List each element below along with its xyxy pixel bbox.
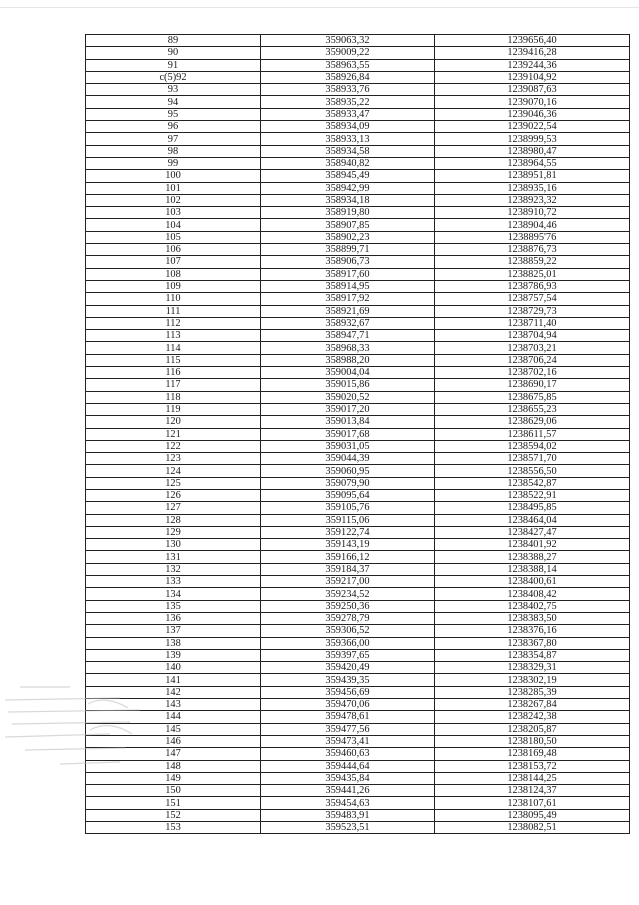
y-coordinate-cell: 1238951,81: [435, 170, 630, 182]
y-coordinate-cell: 1238388,14: [435, 563, 630, 575]
table-row: [86, 453, 630, 465]
table-row: [86, 305, 630, 317]
y-coordinate-cell: 1238124,37: [435, 785, 630, 797]
y-coordinate-cell: 1239656,40: [435, 35, 630, 47]
table-row: [86, 649, 630, 661]
y-coordinate-cell: 1238706,24: [435, 354, 630, 366]
table-row: [86, 354, 630, 366]
table-row: [86, 477, 630, 489]
y-coordinate-cell: 1238522,91: [435, 489, 630, 501]
x-coordinate-cell: 359143,19: [261, 539, 435, 551]
table-row: [86, 342, 630, 354]
point-number-cell: 130: [86, 539, 261, 551]
y-coordinate-cell: 1238594,02: [435, 440, 630, 452]
table-row: [86, 231, 630, 243]
point-number-cell: 139: [86, 649, 261, 661]
point-number-cell: 120: [86, 416, 261, 428]
point-number-cell: 122: [86, 440, 261, 452]
y-coordinate-cell: 1238629,06: [435, 416, 630, 428]
table-row: [86, 293, 630, 305]
table-row: [86, 317, 630, 329]
table-row: [86, 723, 630, 735]
table-row: [86, 391, 630, 403]
y-coordinate-cell: 1238144,25: [435, 772, 630, 784]
point-number-cell: 107: [86, 256, 261, 268]
point-number-cell: 108: [86, 268, 261, 280]
table-row: [86, 35, 630, 47]
y-coordinate-cell: 1238388,27: [435, 551, 630, 563]
x-coordinate-cell: 359456,69: [261, 686, 435, 698]
x-coordinate-cell: 359250,36: [261, 600, 435, 612]
y-coordinate-cell: 1238401,92: [435, 539, 630, 551]
y-coordinate-cell: 1238082,51: [435, 822, 630, 834]
point-number-cell: 131: [86, 551, 261, 563]
table-row: [86, 330, 630, 342]
table-row: [86, 416, 630, 428]
table-row: [86, 514, 630, 526]
x-coordinate-cell: 359441,26: [261, 785, 435, 797]
y-coordinate-cell: 1238329,31: [435, 662, 630, 674]
point-number-cell: 147: [86, 748, 261, 760]
point-number-cell: 153: [86, 822, 261, 834]
page-top-edge: [0, 7, 639, 8]
point-number-cell: 104: [86, 219, 261, 231]
table-row: [86, 47, 630, 59]
point-number-cell: 118: [86, 391, 261, 403]
point-number-cell: 138: [86, 637, 261, 649]
table-row: [86, 428, 630, 440]
y-coordinate-cell: 1238655,23: [435, 403, 630, 415]
point-number-cell: 140: [86, 662, 261, 674]
x-coordinate-cell: 358934,18: [261, 194, 435, 206]
x-coordinate-cell: 358932,67: [261, 317, 435, 329]
x-coordinate-cell: 358902,23: [261, 231, 435, 243]
y-coordinate-cell: 1238703,21: [435, 342, 630, 354]
point-number-cell: 112: [86, 317, 261, 329]
y-coordinate-cell: 1239087,63: [435, 84, 630, 96]
x-coordinate-cell: 359031,05: [261, 440, 435, 452]
y-coordinate-cell: 1238611,57: [435, 428, 630, 440]
y-coordinate-cell: 1238702,16: [435, 367, 630, 379]
y-coordinate-cell: 1238711,40: [435, 317, 630, 329]
y-coordinate-cell: 1238285,39: [435, 686, 630, 698]
x-coordinate-cell: 359020,52: [261, 391, 435, 403]
x-coordinate-cell: 359044,39: [261, 453, 435, 465]
point-number-cell: 133: [86, 576, 261, 588]
y-coordinate-cell: 1239104,92: [435, 71, 630, 83]
table-row: [86, 809, 630, 821]
table-row: [86, 662, 630, 674]
x-coordinate-cell: 359454,63: [261, 797, 435, 809]
point-number-cell: 95: [86, 108, 261, 120]
y-coordinate-cell: 1238904,46: [435, 219, 630, 231]
table-row: [86, 121, 630, 133]
x-coordinate-cell: 359483,91: [261, 809, 435, 821]
table-row: [86, 625, 630, 637]
point-number-cell: 126: [86, 489, 261, 501]
point-number-cell: 97: [86, 133, 261, 145]
y-coordinate-cell: 1238895'76: [435, 231, 630, 243]
y-coordinate-cell: 1238153,72: [435, 760, 630, 772]
table-row: [86, 96, 630, 108]
table-row: [86, 268, 630, 280]
x-coordinate-cell: 359063,32: [261, 35, 435, 47]
x-coordinate-cell: 359217,00: [261, 576, 435, 588]
point-number-cell: 124: [86, 465, 261, 477]
x-coordinate-cell: 358934,09: [261, 121, 435, 133]
table-row: [86, 748, 630, 760]
x-coordinate-cell: 359460,63: [261, 748, 435, 760]
y-coordinate-cell: 1238302,19: [435, 674, 630, 686]
x-coordinate-cell: 359397,65: [261, 649, 435, 661]
x-coordinate-cell: 358914,95: [261, 280, 435, 292]
table-row: [86, 403, 630, 415]
y-coordinate-cell: 1238704,94: [435, 330, 630, 342]
point-number-cell: 150: [86, 785, 261, 797]
x-coordinate-cell: 359017,68: [261, 428, 435, 440]
x-coordinate-cell: 358968,33: [261, 342, 435, 354]
point-number-cell: 149: [86, 772, 261, 784]
table-row: [86, 699, 630, 711]
table-row: [86, 244, 630, 256]
x-coordinate-cell: 358899,71: [261, 244, 435, 256]
y-coordinate-cell: 1239046,36: [435, 108, 630, 120]
x-coordinate-cell: 358963,55: [261, 59, 435, 71]
point-number-cell: с(5)92: [86, 71, 261, 83]
y-coordinate-cell: 1238383,50: [435, 612, 630, 624]
x-coordinate-cell: 359523,51: [261, 822, 435, 834]
x-coordinate-cell: 358906,73: [261, 256, 435, 268]
point-number-cell: 128: [86, 514, 261, 526]
table-row: [86, 686, 630, 698]
point-number-cell: 115: [86, 354, 261, 366]
y-coordinate-cell: 1238267,84: [435, 699, 630, 711]
x-coordinate-cell: 358988,20: [261, 354, 435, 366]
y-coordinate-cell: 1238107,61: [435, 797, 630, 809]
table-row: [86, 157, 630, 169]
point-number-cell: 116: [86, 367, 261, 379]
table-row: [86, 440, 630, 452]
point-number-cell: 100: [86, 170, 261, 182]
table-row: [86, 785, 630, 797]
y-coordinate-cell: 1238205,87: [435, 723, 630, 735]
y-coordinate-cell: 1238556,50: [435, 465, 630, 477]
point-number-cell: 136: [86, 612, 261, 624]
table-row: [86, 207, 630, 219]
y-coordinate-cell: 1238427,47: [435, 526, 630, 538]
point-number-cell: 99: [86, 157, 261, 169]
point-number-cell: 103: [86, 207, 261, 219]
point-number-cell: 132: [86, 563, 261, 575]
y-coordinate-cell: 1238542,87: [435, 477, 630, 489]
y-coordinate-cell: 1238786,93: [435, 280, 630, 292]
x-coordinate-cell: 359004,04: [261, 367, 435, 379]
y-coordinate-cell: 1238400,61: [435, 576, 630, 588]
point-number-cell: 127: [86, 502, 261, 514]
table-row: [86, 170, 630, 182]
y-coordinate-cell: 1239022,54: [435, 121, 630, 133]
x-coordinate-cell: 359122,74: [261, 526, 435, 538]
table-row: [86, 576, 630, 588]
x-coordinate-cell: 359013,84: [261, 416, 435, 428]
table-row: [86, 760, 630, 772]
y-coordinate-cell: 1238980,47: [435, 145, 630, 157]
point-number-cell: 148: [86, 760, 261, 772]
table-row: [86, 465, 630, 477]
faint-stamp-mark: [0, 682, 150, 782]
point-number-cell: 146: [86, 735, 261, 747]
y-coordinate-cell: 1238571,70: [435, 453, 630, 465]
y-coordinate-cell: 1238910,72: [435, 207, 630, 219]
x-coordinate-cell: 359473,41: [261, 735, 435, 747]
point-number-cell: 114: [86, 342, 261, 354]
point-number-cell: 141: [86, 674, 261, 686]
point-number-cell: 113: [86, 330, 261, 342]
x-coordinate-cell: 358907,85: [261, 219, 435, 231]
x-coordinate-cell: 359166,12: [261, 551, 435, 563]
point-number-cell: 105: [86, 231, 261, 243]
point-number-cell: 101: [86, 182, 261, 194]
x-coordinate-cell: 359435,84: [261, 772, 435, 784]
table-row: [86, 71, 630, 83]
x-coordinate-cell: 359234,52: [261, 588, 435, 600]
y-coordinate-cell: 1238935,16: [435, 182, 630, 194]
point-number-cell: 96: [86, 121, 261, 133]
table-row: [86, 219, 630, 231]
table-row: [86, 612, 630, 624]
x-coordinate-cell: 358917,92: [261, 293, 435, 305]
x-coordinate-cell: 359115,06: [261, 514, 435, 526]
x-coordinate-cell: 358933,76: [261, 84, 435, 96]
x-coordinate-cell: 358917,60: [261, 268, 435, 280]
point-number-cell: 110: [86, 293, 261, 305]
table-row: [86, 551, 630, 563]
point-number-cell: 93: [86, 84, 261, 96]
x-coordinate-cell: 359477,56: [261, 723, 435, 735]
point-number-cell: 102: [86, 194, 261, 206]
point-number-cell: 94: [86, 96, 261, 108]
x-coordinate-cell: 359470,06: [261, 699, 435, 711]
table-row: [86, 502, 630, 514]
table-row: [86, 194, 630, 206]
y-coordinate-cell: 1239244,36: [435, 59, 630, 71]
y-coordinate-cell: 1238923,32: [435, 194, 630, 206]
x-coordinate-cell: 359439,35: [261, 674, 435, 686]
x-coordinate-cell: 358926,84: [261, 71, 435, 83]
point-number-cell: 134: [86, 588, 261, 600]
x-coordinate-cell: 358935,22: [261, 96, 435, 108]
table-row: [86, 637, 630, 649]
table-row: [86, 256, 630, 268]
table-row: [86, 59, 630, 71]
point-number-cell: 142: [86, 686, 261, 698]
x-coordinate-cell: 359009,22: [261, 47, 435, 59]
table-row: [86, 133, 630, 145]
y-coordinate-cell: 1238999,53: [435, 133, 630, 145]
y-coordinate-cell: 1238757,54: [435, 293, 630, 305]
coordinates-table-body: [86, 35, 630, 834]
table-row: [86, 108, 630, 120]
point-number-cell: 129: [86, 526, 261, 538]
x-coordinate-cell: 358919,80: [261, 207, 435, 219]
y-coordinate-cell: 1238408,42: [435, 588, 630, 600]
point-number-cell: 119: [86, 403, 261, 415]
table-row: [86, 84, 630, 96]
x-coordinate-cell: 359478,61: [261, 711, 435, 723]
point-number-cell: 137: [86, 625, 261, 637]
y-coordinate-cell: 1238675,85: [435, 391, 630, 403]
x-coordinate-cell: 358933,47: [261, 108, 435, 120]
point-number-cell: 117: [86, 379, 261, 391]
y-coordinate-cell: 1238825,01: [435, 268, 630, 280]
y-coordinate-cell: 1239416,28: [435, 47, 630, 59]
x-coordinate-cell: 358933,13: [261, 133, 435, 145]
y-coordinate-cell: 1238354,87: [435, 649, 630, 661]
y-coordinate-cell: 1238367,80: [435, 637, 630, 649]
x-coordinate-cell: 359079,90: [261, 477, 435, 489]
y-coordinate-cell: 1238242,38: [435, 711, 630, 723]
x-coordinate-cell: 359306,52: [261, 625, 435, 637]
point-number-cell: 151: [86, 797, 261, 809]
y-coordinate-cell: 1238964,55: [435, 157, 630, 169]
y-coordinate-cell: 1239070,16: [435, 96, 630, 108]
point-number-cell: 109: [86, 280, 261, 292]
point-number-cell: 121: [86, 428, 261, 440]
table-row: [86, 145, 630, 157]
coordinates-table-container: [85, 34, 629, 834]
y-coordinate-cell: 1238495,85: [435, 502, 630, 514]
y-coordinate-cell: 1238402,75: [435, 600, 630, 612]
table-row: [86, 182, 630, 194]
x-coordinate-cell: 359095,64: [261, 489, 435, 501]
table-row: [86, 822, 630, 834]
table-row: [86, 600, 630, 612]
table-row: [86, 563, 630, 575]
table-row: [86, 797, 630, 809]
y-coordinate-cell: 1238180,50: [435, 735, 630, 747]
table-row: [86, 379, 630, 391]
y-coordinate-cell: 1238464,04: [435, 514, 630, 526]
x-coordinate-cell: 358940,82: [261, 157, 435, 169]
y-coordinate-cell: 1238095,49: [435, 809, 630, 821]
x-coordinate-cell: 358942,99: [261, 182, 435, 194]
x-coordinate-cell: 359060,95: [261, 465, 435, 477]
point-number-cell: 144: [86, 711, 261, 723]
point-number-cell: 111: [86, 305, 261, 317]
table-row: [86, 735, 630, 747]
point-number-cell: 90: [86, 47, 261, 59]
table-row: [86, 711, 630, 723]
x-coordinate-cell: 359278,79: [261, 612, 435, 624]
point-number-cell: 123: [86, 453, 261, 465]
x-coordinate-cell: 358947,71: [261, 330, 435, 342]
table-row: [86, 588, 630, 600]
y-coordinate-cell: 1238859,22: [435, 256, 630, 268]
point-number-cell: 135: [86, 600, 261, 612]
point-number-cell: 125: [86, 477, 261, 489]
x-coordinate-cell: 358945,49: [261, 170, 435, 182]
table-row: [86, 539, 630, 551]
point-number-cell: 89: [86, 35, 261, 47]
point-number-cell: 106: [86, 244, 261, 256]
x-coordinate-cell: 359420,49: [261, 662, 435, 674]
y-coordinate-cell: 1238690,17: [435, 379, 630, 391]
x-coordinate-cell: 359444,64: [261, 760, 435, 772]
y-coordinate-cell: 1238729,73: [435, 305, 630, 317]
x-coordinate-cell: 359105,76: [261, 502, 435, 514]
x-coordinate-cell: 359015,86: [261, 379, 435, 391]
table-row: [86, 674, 630, 686]
table-row: [86, 526, 630, 538]
point-number-cell: 152: [86, 809, 261, 821]
x-coordinate-cell: 359184,37: [261, 563, 435, 575]
point-number-cell: 143: [86, 699, 261, 711]
table-row: [86, 280, 630, 292]
point-number-cell: 98: [86, 145, 261, 157]
y-coordinate-cell: 1238376,16: [435, 625, 630, 637]
y-coordinate-cell: 1238876,73: [435, 244, 630, 256]
table-row: [86, 367, 630, 379]
x-coordinate-cell: 359017,20: [261, 403, 435, 415]
point-number-cell: 145: [86, 723, 261, 735]
point-number-cell: 91: [86, 59, 261, 71]
y-coordinate-cell: 1238169,48: [435, 748, 630, 760]
x-coordinate-cell: 358921,69: [261, 305, 435, 317]
table-row: [86, 772, 630, 784]
x-coordinate-cell: 359366,00: [261, 637, 435, 649]
x-coordinate-cell: 358934,58: [261, 145, 435, 157]
table-row: [86, 489, 630, 501]
coordinates-table: [85, 34, 630, 834]
